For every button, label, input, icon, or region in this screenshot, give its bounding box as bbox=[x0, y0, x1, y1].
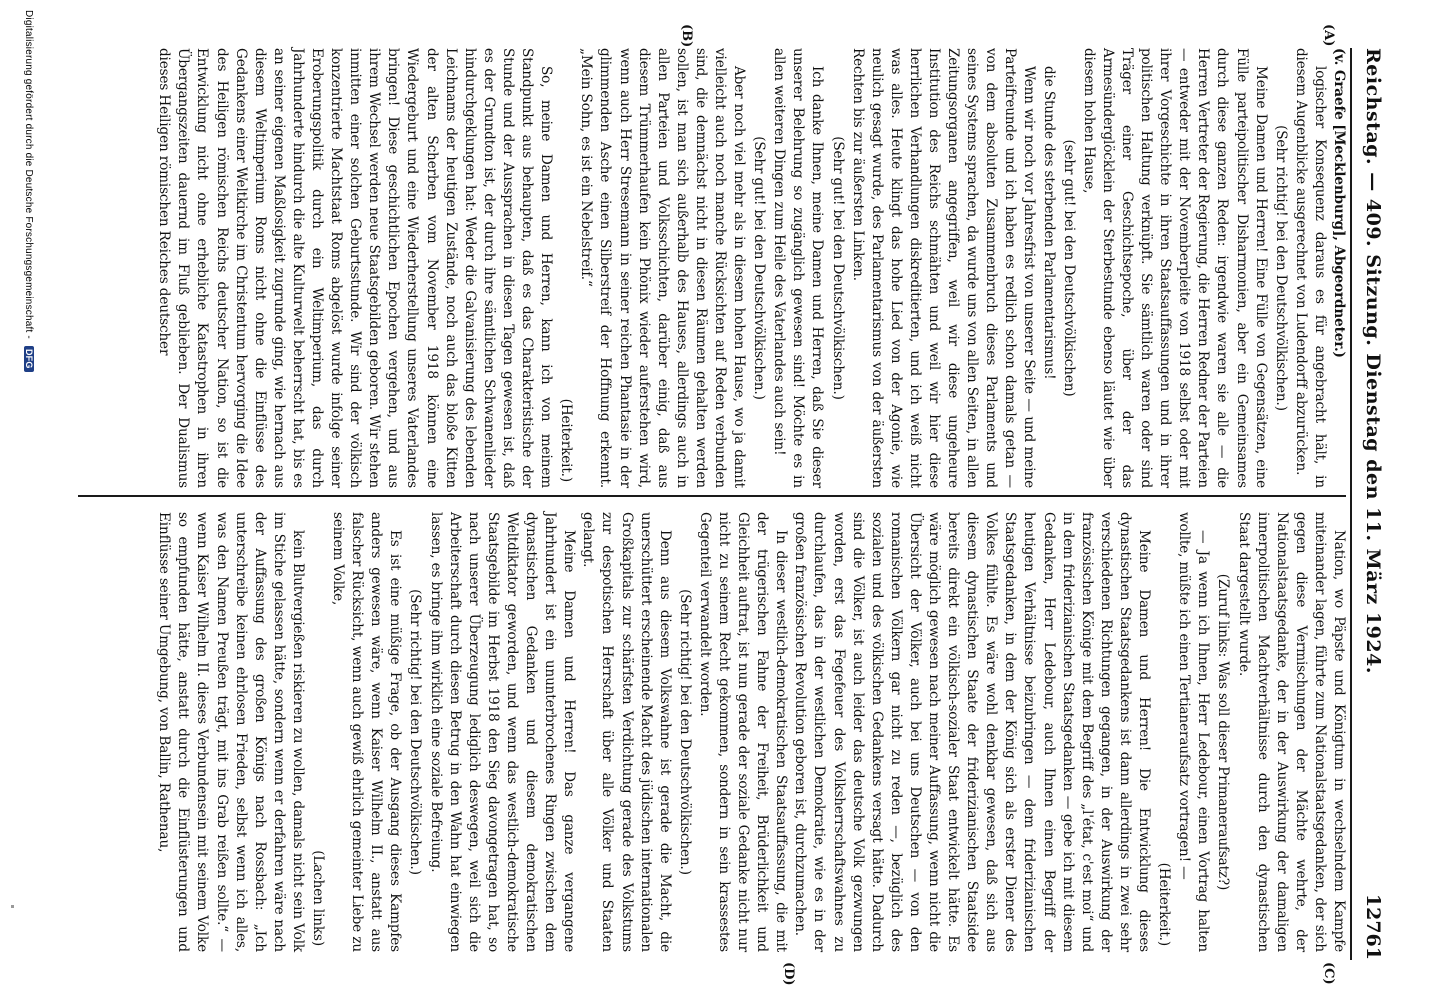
paragraph: Denn aus diesem Volkswahne ist gerade die Macht, die unerschüttert erscheinende Macht des jüdischen internationalen Großkapitals zur schärfsten Verdichtung gerade des Volkstums zur despotischen Herrschaft über alle Völker und Staaten gelangt. bbox=[580, 512, 673, 952]
right-column bbox=[154, 512, 1348, 952]
column-divider bbox=[78, 495, 1346, 497]
dfg-logo: DFG bbox=[24, 346, 34, 372]
page-number: 12761 bbox=[1362, 893, 1384, 960]
header-rule bbox=[1351, 48, 1353, 960]
stage-direction: (Sehr gut! bei den Deutschvölkischen.) bbox=[829, 136, 846, 400]
credit-text: Digitalisierung gefördert durch die Deutsche Forschungsgemeinschaft - bbox=[23, 10, 34, 339]
scan-artifact bbox=[11, 905, 14, 908]
page-header bbox=[1358, 48, 1388, 960]
stage-direction: (Heiterkeit.) bbox=[558, 398, 575, 482]
paragraph: Es ist eine müßige Frage, ob der Ausgang dieses Kampfes anders gewesen wäre, wenn Kaiser Wilhelm II., anstatt aus falscher Rücksicht, wenn auch gewiß ehrlich gemeinter Liebe zu seinem Volke, bbox=[330, 512, 404, 952]
stage-direction: (Zuruf links: Was soll dieser Primaneraufsatz?) bbox=[1215, 573, 1232, 891]
paragraph: kein Blutvergießen riskieren zu wollen, damals nicht sein Volk im Stiche gelassen hätte, sondern wenn er derfahren wäre nach der Auffassung des großen Königs nach Rossbach: „Ich unterschreibe keinen ehrlosen Frieden, selbst wenn ich alles, was den Namen Preußen trägt, mit ins Grab reißen sollte.“ — wenn Kaiser Wilhelm II. dieses Verbundensein mit seinem Volke so empfunden hätte, anstatt durch die Einflüsterungen und Einflüsse seiner Umgebung, von Ballin, Rathenau, bbox=[156, 512, 306, 952]
margin-marker-a: (A) bbox=[1321, 24, 1336, 47]
digitization-credit bbox=[23, 10, 34, 372]
paragraph: Meine Damen und Herren! Die Entwicklung dieses dynastischen Staatsgedankens ist dann allerdings in zwei sehr verschiedenen Richtungen gegangen, in der Auswirkung der französischen Könige mit dem Begriff des „l'état, c'est moi“ und in dem friderizianischen Staatsgedanken — gebe ich mit diesem Gedanken, Herr Ledebour, auch Ihnen einen Begriff der heutigen Verhältnisse beizubringen — dem friderizianischen Staatsgedanken, in dem der König sich als erster Diener des Volkes fühlte. Es wäre wohl denkbar gewesen, daß sich aus diesem dynastischen Staate der friderizianischen Staatsidee bereits direkt ein völkisch-sozialer Staat entwickelt hätte. Es wäre möglich gewesen nach meiner Auffassung, wenn nicht die Übersicht der Völker, auch bei uns Deutschen — von den romanischen Völkern gar nicht zu reden —, bezüglich des sozialen und des völkischen Gedankens versagt hätte. Dadurch sind die Völker, ist auch leider das deutsche Volk gezwungen worden, erst das Fegefeuer des Volksherrschaftswahnes zu durchlaufen, das in der westlichen Demokratie, wie es in der großen französischen Revolution geboren ist, durchzumachen. bbox=[792, 512, 1153, 952]
stage-direction: (Lachen links) bbox=[310, 850, 327, 946]
paragraph: Meine Damen und Herren! Das ganze vergangene Jahrhundert ist ein ununterbrochenes Ringen zwischen dem dynastischen Gedanken und diesem demokratischen Weltdiktator geworden, und wenn das westlich-demokratische Staatsgebilde im Herbst 1918 den Sieg davongetragen hat, so nach unserer Überzeugung lediglich deswegen, weil sich die Arbeiterschaft durch diesen Betrug in den Wahn hat einwiegen lassen, es bringe ihm wirklich eine soziale Befreiung. bbox=[427, 512, 578, 952]
stage-direction: (Heiterkeit.) bbox=[1156, 862, 1173, 946]
paragraph: In dieser westlich-demokratischen Staatsauffassung, die mit der trügerischen Fahne der Freiheit, Brüderlichkeit und Gleichheit auftrat, ist nun gerade der soziale Gedanke nicht nur nicht zu seinem Recht gekommen, sondern in sein krassestes Gegenteil verwandelt worden. bbox=[696, 512, 790, 952]
header-title: Reichstag. — 409. Sitzung. Dienstag den 11. März 1924. bbox=[1362, 48, 1384, 674]
left-column bbox=[154, 48, 1348, 488]
paragraph: logischer Konsequenz daraus es für angebracht hält, in diesem Augenblicke ausgerechnet von Ludendorff abzurücken. bbox=[1292, 48, 1328, 488]
speaker-line: (v. Graefe [Mecklenburg], Abgeordneter.) bbox=[1331, 48, 1347, 358]
margin-marker-b: (B) bbox=[679, 24, 694, 48]
paragraph: die Stunde des sterbenden Parlamentarismus! bbox=[1040, 66, 1057, 380]
paragraph: Wenn wir noch vor Jahresfrist von unserer Seite — und meine Parteifreunde und ich haben es redlich schon damals getan — von dem absoluten Zusammenbruch dieses Parlaments und seines Systems sprachen, da wurde uns von allen Seiten, in allen Zeitungsorganen angegriffen, weil wir diese ungeheure Institution des Reichs schmähten und weil wir hier diese herrlichen Verhandlungen diskreditierten, und ich weiß nicht was alles. Heute klingt das hohe Lied von der Agonie, wie neulich gesagt wurde, des Parlamentarismus von der äußersten Rechten bis zur äußersten Linken. bbox=[849, 48, 1038, 489]
paragraph: — Ja wenn ich Ihnen, Herr Ledebour, einen Vortrag halten wollte, müßte ich einen Tertianeraufsatz vortragen! — bbox=[1176, 512, 1212, 952]
paragraph: Meine Damen und Herren! Eine Fülle von Gegensätzen, eine Fülle parteipolitischer Disharmonien, aber ein Gemeinsames durch diese ganzen Reden: irgendwie waren sie alle — die Herren Vertreter der Regierung, die Herren Redner der Parteien — entweder mit der Novemberpleite von 1918 selbst oder mit ihrer Vorgeschichte in ihren Staatsauffassungen und in ihrer politischen Haltung verknüpft. Sie sämtlich waren oder sind Träger einer Geschichtsepoche, über der das Armesünderglöcklein der Sterbestunde ebenso läutet wie über diesem hohen Hause, bbox=[1080, 48, 1269, 488]
paragraph: Ich danke Ihnen, meine Damen und Herren, daß Sie dieser unserer Belehrung so zugänglich gewesen sind! Möchte es in allen weiteren Dingen zum Heile des Vaterlandes auch sein! bbox=[771, 48, 826, 488]
stage-direction: (Sehr gut! bei den Deutschvölkischen.) bbox=[751, 136, 768, 400]
stage-direction: (Sehr richtig! bei den Deutschvölkischen.) bbox=[676, 589, 693, 875]
paragraph: So, meine Damen und Herren, kann ich von meinem Standpunkt aus behaupten, daß es das Charakteristische der Stunde und der Aussprachen in diesen Tagen gewesen ist, daß es der Grundton ist, der durch ihre sämtlichen Schwanenlieder hindurchgeklungen hat: Weder die Galvanisierung des lebenden Leichnams der heutigen Zustände, noch auch das bloße Kitten der alten Scherben vom November 1918 können eine Wiedergeburt und eine Wiederherstellung unseres Vaterlandes bringen! Diese geschichtlichen Epochen vergehen, und aus ihrem Wechsel werden neue Staatsgebilden geboren. Wir stehen inmitten einer solchen Geburtsstunde. Wir sind der völkisch konzentrierte Machtstaat Roms abgelöst wurde infolge seiner Eroberungspolitik durch ein Weltimperium, das durch Jahrhunderte hindurch die alte Kulturwelt beherrscht hat, bis es an seiner eigenen Maßlosigkeit zugrunde ging, wie hernach aus diesem Weltimperium Roms nicht ohne die Einflüsse des Gedankens einer Weltkirche im Christentum hervorging die Idee des Heiligen römischen Reichs deutscher Nation, so ist die Entwicklung nicht ohne erhebliche Katastrophen in ihren Übergangszeiten dauernd im Fluß geblieben. Der Dualismus dieses Heiligen römischen Reiches deutscher bbox=[156, 48, 555, 488]
stage-direction: (Sehr richtig! bei den Deutschvölkischen.) bbox=[407, 589, 424, 875]
stage-direction: (Sehr richtig! bei den Deutschvölkischen.) bbox=[1272, 125, 1289, 411]
paragraph: Nation, wo Päpste und Königtum in wechselndem Kampfe miteinander lagen, führte zum Nationalstaatsgedanken, der sich gegen diese Vermischungen der Mächte wehrte, der Nationalstaatsgedanke, der in der Auswirkung der damaligen innerpolitischen Machtverhältnisse durch den dynastischen Staat dargestellt wurde. bbox=[1235, 512, 1347, 952]
margin-marker-d: (D) bbox=[781, 962, 796, 986]
stage-direction: (sehr gut! bei den Deutschvölkischen) bbox=[1060, 139, 1077, 397]
margin-marker-c: (C) bbox=[1321, 962, 1336, 985]
paragraph: Aber noch viel mehr als in diesem hohen Hause, wo ja damit vielleicht auch noch manche Rücksichten auf Reden verbunden sind, die demnächst nicht in diesen Räumen gehalten werden sollen, ist man sich außerhalb des Hauses, allerdings auch in allen Parteien und Volksschichten, darüber einig, daß aus diesem Trümmerhaufen kein Phönix wieder auferstehen wird, wenn auch Herr Stresemann in seiner reichen Phantasie in der glimmenden Asche einen Silberstreif der Hoffnung erkennt. „Mein Sohn, es ist ein Nebelstreif.“ bbox=[578, 48, 748, 488]
